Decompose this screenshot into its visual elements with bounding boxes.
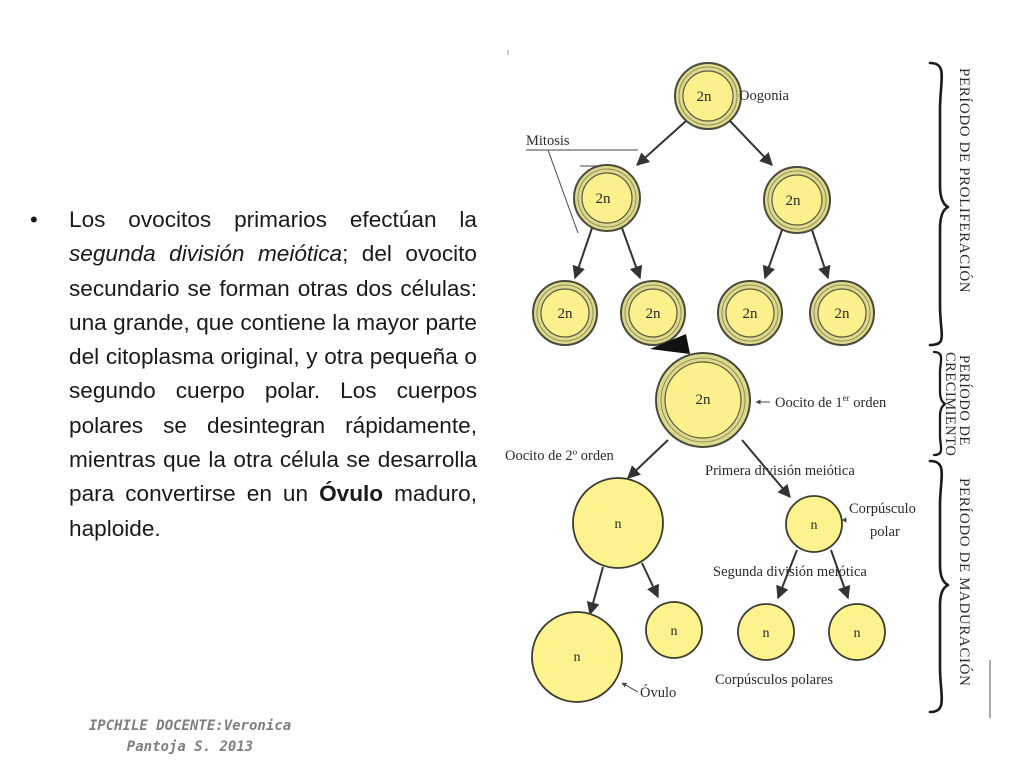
second-meiotic-division-label: Segunda división meiótica bbox=[713, 564, 867, 580]
proliferation-cell-1 bbox=[533, 281, 597, 345]
bottom-3-ploidy: 2n bbox=[742, 306, 758, 322]
ovum-label: Óvulo bbox=[640, 685, 677, 701]
bottom-4-ploidy: 2n bbox=[834, 306, 850, 322]
oogonia-ploidy: 2n bbox=[696, 89, 712, 105]
ovum-pointer bbox=[622, 683, 638, 692]
text-run-2: ; del ovocito secundario se forman otras dos células: una grande, que contiene la mayor parte del citoplasma original, y otra pequeña o segundo cuerpo polar. Los cuerpos polares se desintegran rápidamente, mientras que la otra célula se desarrolla para convertirse en un bbox=[69, 241, 477, 507]
maturation-brace bbox=[930, 461, 948, 712]
polar-bodies-label: Corpúsculos polares bbox=[715, 672, 833, 688]
first-meiotic-division-label: Primera división meiótica bbox=[705, 463, 855, 479]
footer-line-1: IPCHILE DOCENTE:Veronica bbox=[88, 718, 292, 734]
secondary-oocyte-ploidy: n bbox=[614, 517, 622, 532]
ovum-ploidy: n bbox=[573, 650, 581, 665]
growth-period-label-1: PERÍODO DE bbox=[956, 355, 972, 446]
arrow-oogonia-right bbox=[730, 121, 772, 165]
mitosis-right-ploidy: 2n bbox=[785, 193, 801, 209]
ovum-cell bbox=[532, 612, 622, 702]
bullet-marker: • bbox=[30, 207, 38, 232]
bottom-2-ploidy: 2n bbox=[645, 306, 661, 322]
mitosis-label: Mitosis bbox=[526, 133, 570, 149]
arrow-to-bottom-2 bbox=[622, 228, 640, 278]
secondary-oocyte-label: Oocito de 2º orden bbox=[505, 448, 614, 464]
proliferation-cell-4 bbox=[810, 281, 874, 345]
proliferation-period-label: PERÍODO DE PROLIFERACIÓN bbox=[956, 68, 972, 294]
arrow-to-bottom-1 bbox=[575, 228, 592, 278]
mitosis-cell-left bbox=[574, 165, 640, 231]
first-polar-body-cell bbox=[786, 496, 842, 552]
arrow-oogonia-left bbox=[637, 121, 686, 165]
polar-division-1-ploidy: n bbox=[762, 626, 770, 641]
arrow-to-bottom-3 bbox=[765, 230, 782, 278]
arrow-to-secondary-oocyte bbox=[628, 440, 668, 478]
proliferation-cell-3 bbox=[718, 281, 782, 345]
arrow-to-ovum bbox=[590, 567, 603, 614]
bottom-1-ploidy: 2n bbox=[557, 306, 573, 322]
polar-body-label-1: Corpúsculo bbox=[849, 501, 916, 517]
text-run-3: maduro, haploide. bbox=[69, 481, 477, 541]
growth-period-label-2: CRECIMIENTO bbox=[942, 352, 958, 457]
proliferation-cell-2 bbox=[621, 281, 685, 345]
proliferation-brace bbox=[930, 63, 948, 345]
primary-oocyte-ploidy: 2n bbox=[695, 392, 711, 408]
mitosis-left-ploidy: 2n bbox=[595, 191, 611, 207]
text-run-1: Los ovocitos primarios efectúan la bbox=[69, 207, 477, 232]
second-polar-body-ploidy: n bbox=[670, 624, 678, 639]
polar-body-cell-1 bbox=[738, 604, 794, 660]
second-polar-body-cell bbox=[646, 602, 702, 658]
arrow-to-bottom-4 bbox=[812, 230, 828, 278]
first-polar-body-ploidy: n bbox=[810, 518, 818, 533]
mitosis-cell-right bbox=[764, 167, 830, 233]
secondary-oocyte-cell bbox=[573, 478, 663, 568]
oogonia-label: Oogonia bbox=[739, 88, 789, 104]
primary-oocyte-label: Oocito de 1er orden bbox=[775, 393, 887, 411]
polar-body-cell-2 bbox=[829, 604, 885, 660]
text-run-bold: Óvulo bbox=[319, 481, 384, 507]
polar-division-2-ploidy: n bbox=[853, 626, 861, 641]
maturation-period-label: PERÍODO DE MADURACIÓN bbox=[956, 478, 972, 687]
footer-line-2: Pantoja S. 2013 bbox=[126, 739, 254, 755]
primary-oocyte-cell bbox=[656, 353, 750, 447]
oogonia-cell bbox=[675, 63, 741, 129]
text-run-italic: segunda división meiótica bbox=[69, 241, 343, 267]
polar-body-label-2: polar bbox=[870, 524, 900, 540]
arrow-to-second-polar-body bbox=[642, 563, 658, 597]
